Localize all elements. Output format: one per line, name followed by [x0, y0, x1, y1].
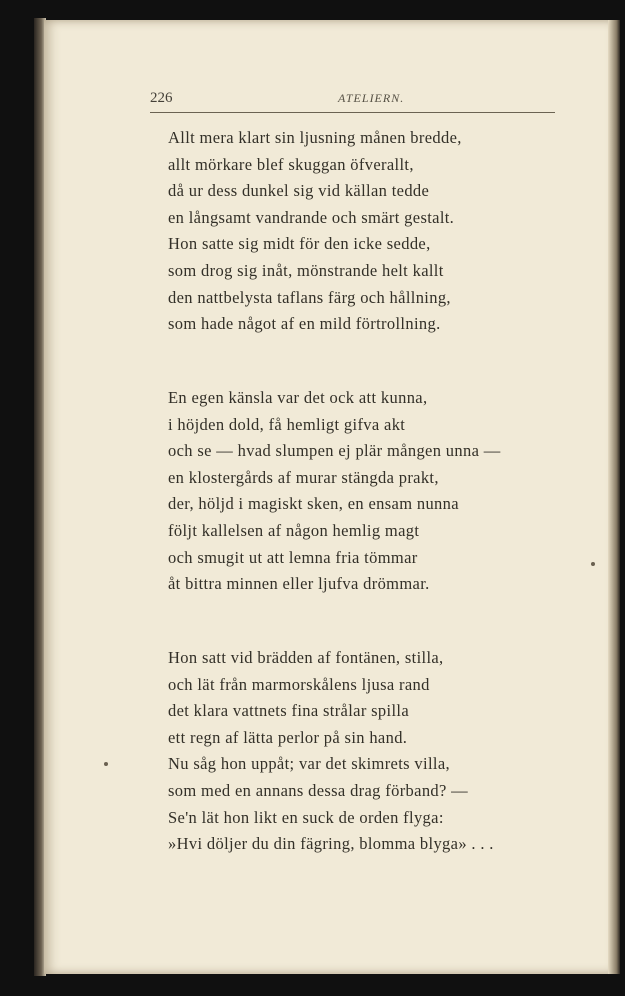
verse-line: och lät från marmorskålens ljusa rand — [168, 674, 430, 694]
verse-line: en långsamt vandrande och smärt gestalt. — [168, 207, 455, 227]
verse-line: åt bittra minnen eller ljufva drömmar. — [168, 574, 430, 594]
running-title: ATELIERN. — [338, 91, 405, 105]
verse-line: En egen känsla var det ock att kunna, — [168, 388, 428, 407]
page-header — [150, 88, 555, 113]
verse-line: som hade något af en mild förtrollning. — [168, 314, 441, 334]
verse-line: och se — hvad slumpen ej plär mången unna — — [168, 441, 501, 461]
verse-line: ett regn af lätta perlor på sin hand. — [168, 727, 408, 747]
verse-line: allt mörkare blef skuggan öfverallt, — [168, 154, 414, 174]
verse-line: då ur dess dunkel sig vid källan tedde — [168, 181, 430, 201]
verse-line: en klostergårds af murar stängda prakt, — [168, 467, 439, 487]
verse-line: och smugit ut att lemna fria tömmar — [168, 547, 418, 567]
page-number: 226 — [150, 90, 173, 106]
verse-line: det klara vattnets fina strålar spilla — [168, 701, 410, 721]
verse-line: Se'n lät hon likt en suck de orden flyga: — [168, 807, 444, 827]
verse-line: »Hvi döljer du din fägring, blomma blyga» . . . — [168, 834, 494, 854]
verse-line: som med en annans dessa drag förband? — — [168, 780, 469, 800]
verse-line: som drog sig inåt, mönstrande helt kallt — [168, 260, 444, 280]
verse-line: Allt mera klart sin ljusning månen bredde, — [168, 128, 462, 147]
verse-line: der, höljd i magiskt sken, en ensam nunna — [168, 494, 459, 514]
stanza-3 — [168, 645, 568, 858]
verse-line: Nu såg hon uppåt; var det skimrets villa, — [168, 754, 450, 774]
stanza-1 — [168, 125, 568, 338]
page-right-edge — [608, 20, 620, 974]
print-speck — [591, 562, 595, 566]
verse-line: Hon satt vid brädden af fontänen, stilla, — [168, 648, 444, 667]
verse-line: Hon satte sig midt för den icke sedde, — [168, 234, 431, 254]
print-speck — [104, 762, 108, 766]
verse-line: följt kallelsen af någon hemlig magt — [168, 520, 420, 540]
verse-line: den nattbelysta taflans färg och hållning, — [168, 287, 451, 307]
stanza-2 — [168, 385, 568, 598]
verse-line: i höjden dold, få hemligt gifva akt — [168, 414, 406, 434]
